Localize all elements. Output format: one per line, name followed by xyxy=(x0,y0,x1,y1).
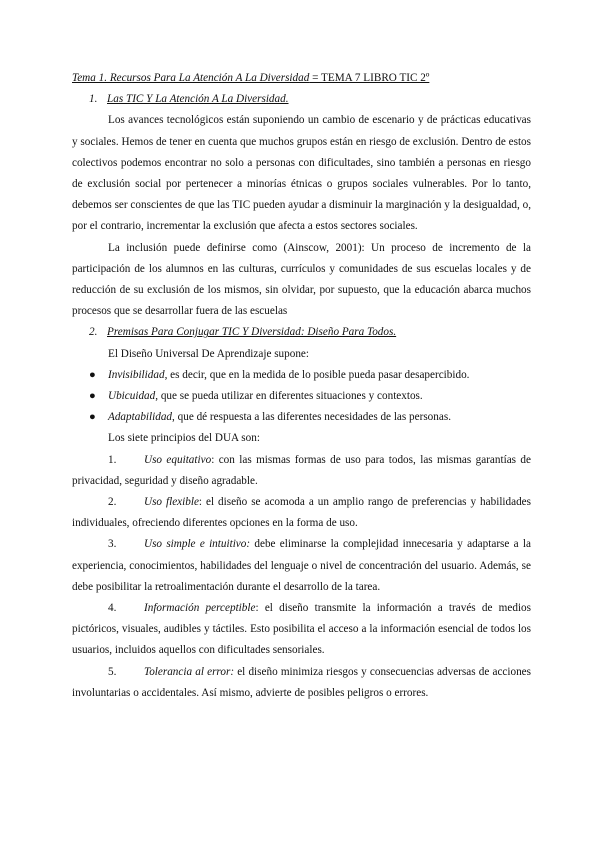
principle-term: Información perceptible xyxy=(144,602,256,615)
principle-term: Uso equitativo xyxy=(144,453,212,466)
bullet-item xyxy=(72,407,531,428)
principle-text: debe eliminarse la complejidad innecesaria y adaptarse a la experiencia, conocimientos, habilidades del lenguaje o nivel de concentración del usuario. Además, se debe posibilitar la retroalimentación durante el desarrollo de la tarea. xyxy=(72,538,531,593)
section-2-title: Premisas Para Conjugar TIC Y Diversidad: Diseño Para Todos. xyxy=(107,326,397,339)
principle-term: Uso simple e intuitivo: xyxy=(144,538,251,551)
principle-item xyxy=(72,662,531,704)
section-1-heading xyxy=(72,89,531,110)
principle-item xyxy=(72,450,531,492)
bullet-text: , que se pueda utilizar en diferentes situaciones y contextos. xyxy=(155,390,423,403)
document-title xyxy=(72,68,531,89)
bullet-term: Invisibilidad xyxy=(108,368,165,381)
principle-text: el diseño minimiza riesgos y consecuencias adversas de acciones involuntarias o accidentales. Así mismo, advierte de posibles peligros o errores. xyxy=(72,665,531,699)
principles-intro: Los siete principios del DUA son: xyxy=(108,432,260,445)
principle-number: 5. xyxy=(108,665,117,678)
principle-number: 3. xyxy=(108,538,117,551)
title-plain: = TEMA 7 LIBRO TIC 2º xyxy=(309,72,430,84)
section-1-number: 1. xyxy=(89,93,98,106)
section-1-paragraph-1: Los avances tecnológicos están suponiendo un cambio de escenario y de prácticas educativas y sociales. Hemos de tener en cuenta que muchos grupos están en riesgo de exclusión. Dentro de estos colectivos podemos encontrar no solo a personas con dificultades, sino también a personas en riesgo de exclusión social por pertenecer a minorías étnicas o grupos sociales vulnerables. Por lo tanto, debemos ser conscientes de que las TIC pueden ayudar a disminuir la marginación y la desigualdad, o, por el contrario, incrementar la exclusión que afecta a estos sectores sociales. xyxy=(72,114,531,233)
section-1-title: Las TIC Y La Atención A La Diversidad. xyxy=(107,93,289,106)
principle-number: 4. xyxy=(108,602,117,615)
section-2-number: 2. xyxy=(89,326,98,339)
bullet-term: Ubicuidad xyxy=(108,390,156,403)
section-1-paragraph-2: La inclusión puede definirse como (Ainscow, 2001): Un proceso de incremento de la participación de los alumnos en las culturas, currículos y comunidades de sus escuelas locales y de reducción de su exclusión de los mismos, sin olvidar, por supuesto, que la educación abarca muchos procesos que se desarrollar fuera de las escuelas xyxy=(72,241,531,318)
principle-number: 2. xyxy=(108,496,117,509)
bullet-term: Adaptabilidad xyxy=(108,411,173,424)
principle-number: 1. xyxy=(108,453,117,466)
section-2-heading xyxy=(72,322,531,343)
principle-text: : el diseño transmite la información a través de medios pictóricos, visuales, audibles y táctiles. Esto posibilita el acceso a la información esencial de todos los usuarios, incluidos aquellos con dificultades sensoriales. xyxy=(72,602,532,657)
principle-text: : el diseño se acomoda a un amplio rango de preferencias y habilidades individuales, ofreciendo diferentes opciones en la forma de uso. xyxy=(72,496,532,530)
bullet-icon: ● xyxy=(89,368,96,381)
bullet-item xyxy=(72,386,531,407)
section-2-intro: El Diseño Universal De Aprendizaje supone: xyxy=(108,347,310,360)
bullet-icon: ● xyxy=(89,411,96,424)
bullet-icon: ● xyxy=(89,390,96,403)
bullet-item xyxy=(72,365,531,386)
principle-item xyxy=(72,598,531,662)
title-italic: Tema 1. Recursos Para La Atención A La Diversidad xyxy=(72,72,310,84)
bullet-text: , es decir, que en la medida de lo posible pueda pasar desapercibido. xyxy=(164,368,470,381)
principle-item xyxy=(72,492,531,534)
document-body xyxy=(72,68,531,704)
principle-text: : con las mismas formas de uso para todos, las mismas garantías de privacidad, seguridad y diseño agradable. xyxy=(72,453,531,487)
bullet-text: , que dé respuesta a las diferentes necesidades de las personas. xyxy=(172,411,451,424)
principle-item xyxy=(72,534,531,598)
principle-term: Uso flexible xyxy=(144,496,199,509)
principle-term: Tolerancia al error: xyxy=(144,665,235,678)
